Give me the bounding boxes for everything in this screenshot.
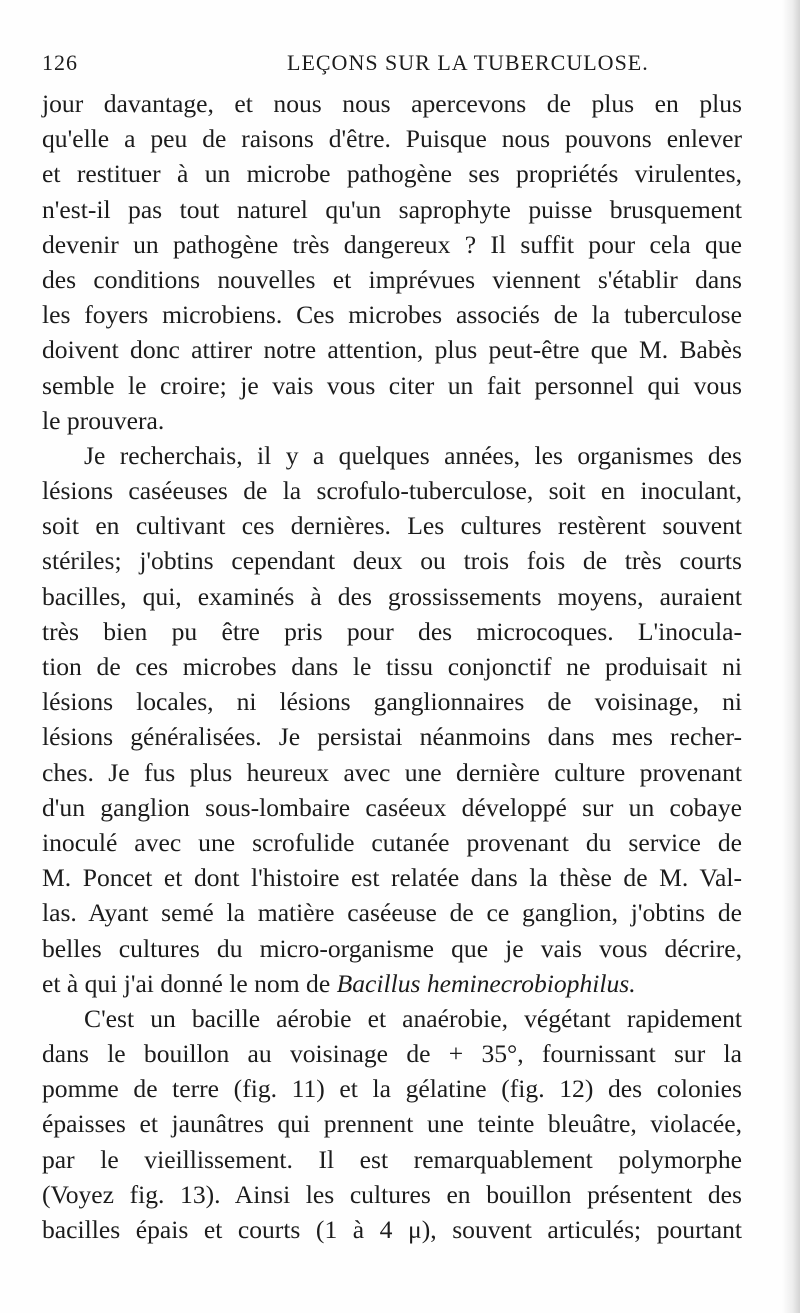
- body-text: [42, 86, 742, 1247]
- running-head-title: LEÇONS SUR LA TUBERCULOSE.: [287, 50, 649, 75]
- text-line: bacilles, qui, examinés à des grossissements moyens, auraient: [42, 581, 742, 611]
- text-line: (Voyez fig. 13). Ainsi les cultures en bouillon présentent des: [42, 1179, 742, 1209]
- text-line: qu'elle a peu de raisons d'être. Puisque nous pouvons enlever: [42, 124, 742, 154]
- text-line-with-species-name: [42, 966, 742, 1001]
- text-fragment: et à qui j'ai donné le nom de: [42, 968, 331, 998]
- text-line: les foyers microbiens. Ces microbes associés de la tuberculose: [42, 300, 742, 330]
- text-line: bacilles épais et courts (1 à 4 μ), souvent articulés; pourtant: [42, 1215, 742, 1244]
- text-line: épaisses et jaunâtres qui prennent une teinte bleuâtre, violacée,: [42, 1109, 742, 1139]
- text-line: dans le bouillon au voisinage de + 35°, fournissant sur la: [42, 1039, 742, 1069]
- text-line: d'un ganglion sous-lombaire caséeux développé sur un cobaye: [42, 792, 742, 822]
- text-line: ches. Je fus plus heureux avec une dernière culture provenant: [42, 757, 742, 787]
- text-line: devenir un pathogène très dangereux ? Il suffit pour cela que: [42, 229, 742, 259]
- text-line: las. Ayant semé la matière caséeuse de ce ganglion, j'obtins de: [42, 898, 742, 928]
- text-line: inoculé avec une scrofulide cutanée provenant du service de: [42, 827, 742, 857]
- text-line: Je recherchais, il y a quelques années, les organismes des: [84, 440, 742, 470]
- text-line: semble le croire; je vais vous citer un fait personnel qui vous: [42, 370, 742, 400]
- text-line: lésions locales, ni lésions ganglionnaires de voisinage, ni: [42, 687, 742, 717]
- text-line: lésions caséeuses de la scrofulo-tuberculose, soit en inoculant,: [42, 476, 742, 506]
- text-line: M. Poncet et dont l'histoire est relatée dans la thèse de M. Val-: [42, 863, 742, 893]
- text-line: et restituer à un microbe pathogène ses propriétés virulentes,: [42, 159, 742, 189]
- page-edge-shadow: [782, 0, 800, 1313]
- text-line: stériles; j'obtins cependant deux ou trois fois de très courts: [42, 546, 742, 576]
- text-line: n'est-il pas tout naturel qu'un saprophyte puisse brusquement: [42, 194, 742, 224]
- text-line: doivent donc attirer notre attention, plus peut-être que M. Babès: [42, 335, 742, 365]
- text-line: le prouvera.: [42, 405, 165, 435]
- species-name: Bacillus heminecrobiophilus.: [336, 968, 636, 998]
- text-line: C'est un bacille aérobie et anaérobie, végétant rapidement: [84, 1003, 742, 1033]
- text-line: très bien pu être pris pour des microcoques. L'inocula-: [42, 616, 742, 646]
- page-number: 126: [42, 50, 78, 75]
- text-line: tion de ces microbes dans le tissu conjonctif ne produisait ni: [42, 652, 742, 681]
- text-line: par le vieillissement. Il est remarquablement polymorphe: [42, 1144, 742, 1174]
- text-line: pomme de terre (fig. 11) et la gélatine (fig. 12) des colonies: [42, 1074, 742, 1104]
- text-line: belles cultures du micro-organisme que je vais vous décrire,: [42, 933, 742, 963]
- text-line: lésions généralisées. Je persistai néanmoins dans mes recher-: [42, 722, 742, 752]
- text-line: des conditions nouvelles et imprévues viennent s'établir dans: [42, 264, 742, 294]
- text-line: jour davantage, et nous nous apercevons de plus en plus: [42, 89, 742, 118]
- text-line: soit en cultivant ces dernières. Les cultures restèrent souvent: [42, 511, 742, 541]
- running-head: [42, 50, 742, 80]
